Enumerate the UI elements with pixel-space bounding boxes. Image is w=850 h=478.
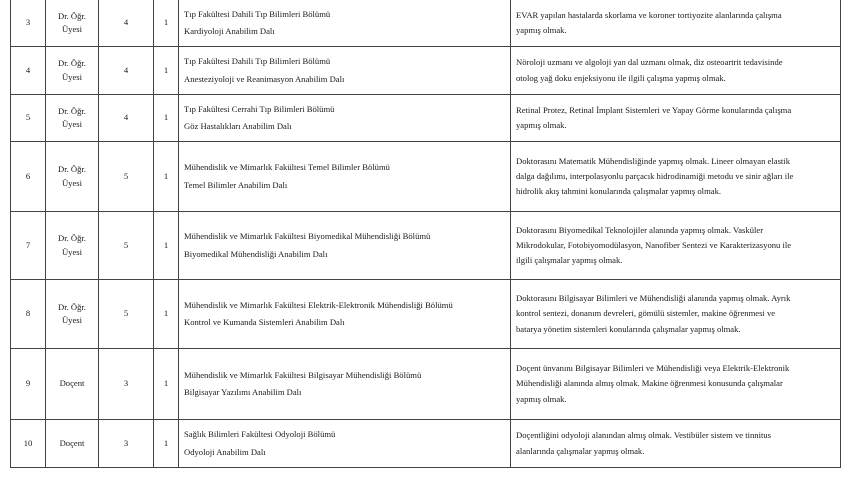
conditions xyxy=(511,280,841,349)
conditions-line: Mikrodokular, Fotobiyomodülasyon, Nanofiber Sentezi ve Karakterizasyonu ile xyxy=(516,239,792,250)
academic-title-line: Dr. Öğr. xyxy=(58,233,86,244)
department-line: Mühendislik ve Mimarlık Fakültesi Biyomedikal Mühendisliği Bölümü xyxy=(184,231,431,242)
academic-title-line: Doçent xyxy=(59,437,85,448)
row-number: 6 xyxy=(11,142,46,212)
table-row xyxy=(11,0,841,47)
conditions-line: otolog yağ doku enjeksiyonu ile ilgili çalışma yapmış olmak. xyxy=(516,72,726,83)
department xyxy=(179,212,511,280)
academic-title xyxy=(46,212,99,280)
conditions-line: ilgili çalışmalar yapmış olmak. xyxy=(516,255,623,266)
conditions-line: EVAR yapılan hastalarda skorlama ve koroner tortiyozite alanlarında çalışma xyxy=(516,9,782,20)
conditions xyxy=(511,0,841,47)
academic-title xyxy=(46,0,99,47)
title-level: 3 xyxy=(99,420,154,468)
conditions-line: dalga dağılımı, interpolasyonlu parçacık hidrodinamiği metodu ve sinir ağları ile xyxy=(516,170,794,181)
academic-title-line: Üyesi xyxy=(61,246,83,257)
row-number: 10 xyxy=(11,420,46,468)
conditions-line: alanlarında çalışmalar yapmış olmak. xyxy=(516,445,645,456)
conditions xyxy=(511,212,841,280)
academic-title-line: Üyesi xyxy=(61,119,83,129)
academic-title xyxy=(46,280,99,349)
conditions-line: batarya yönetim sistemleri konularında çalışmalar yapmış olmak. xyxy=(516,323,741,334)
academic-title xyxy=(46,95,99,142)
academic-title-line: Üyesi xyxy=(61,177,83,188)
department xyxy=(179,420,511,468)
row-number: 8 xyxy=(11,280,46,349)
row-number: 9 xyxy=(11,349,46,420)
conditions xyxy=(511,95,841,142)
conditions-line: Doçent ünvanını Bilgisayar Bilimleri ve Mühendisliği veya Elektrik-Elektronik xyxy=(516,363,790,374)
position-count: 1 xyxy=(154,349,179,420)
academic-title xyxy=(46,349,99,420)
position-count: 1 xyxy=(154,420,179,468)
position-count: 1 xyxy=(154,212,179,280)
conditions-line: Mühendisliği alanında almış olmak. Makine öğrenmesi konusunda çalışmalar xyxy=(516,378,783,389)
conditions-line: Doktorasını Biyomedikal Teknolojiler alanında yapmış olmak. Vasküler xyxy=(516,224,764,235)
conditions xyxy=(511,142,841,212)
department-line: Bilgisayar Yazılımı Anabilim Dalı xyxy=(184,387,302,397)
row-number: 5 xyxy=(11,95,46,142)
conditions-line: Retinal Protez, Retinal İmplant Sistemleri ve Yapay Görme konularında çalışma xyxy=(516,104,792,115)
academic-title-line: Dr. Öğr. xyxy=(58,58,86,69)
department xyxy=(179,349,511,420)
department-line: Tıp Fakültesi Dahili Tıp Bilimleri Bölümü xyxy=(184,56,331,67)
department-line: Anesteziyoloji ve Reanimasyon Anabilim Dalı xyxy=(184,73,345,84)
table-row xyxy=(11,142,841,212)
conditions-line: Doktorasını Bilgisayar Bilimleri ve Mühendisliği alanında yapmış olmak. Ayrık xyxy=(516,293,791,304)
department-line: Göz Hastalıkları Anabilim Dalı xyxy=(184,121,292,131)
department-line: Mühendislik ve Mimarlık Fakültesi Bilgisayar Mühendisliği Bölümü xyxy=(184,369,422,380)
title-level: 3 xyxy=(99,349,154,420)
table-row xyxy=(11,47,841,95)
title-level: 5 xyxy=(99,212,154,280)
table-row xyxy=(11,280,841,349)
row-number: 3 xyxy=(11,0,46,47)
academic-title xyxy=(46,47,99,95)
position-count: 1 xyxy=(154,47,179,95)
academic-title xyxy=(46,420,99,468)
row-number: 7 xyxy=(11,212,46,280)
department-line: Biyomedikal Mühendisliği Anabilim Dalı xyxy=(184,248,328,259)
department-line: Tıp Fakültesi Dahili Tıp Bilimleri Bölümü xyxy=(184,8,331,19)
conditions xyxy=(511,420,841,468)
academic-title-line: Dr. Öğr. xyxy=(58,301,86,312)
academic-title-line: Dr. Öğr. xyxy=(58,164,86,175)
position-count: 1 xyxy=(154,95,179,142)
department xyxy=(179,95,511,142)
department xyxy=(179,142,511,212)
academic-title-line: Üyesi xyxy=(61,24,83,34)
title-level: 5 xyxy=(99,142,154,212)
academic-title xyxy=(46,142,99,212)
department-line: Kardiyoloji Anabilim Dalı xyxy=(184,26,275,36)
department-line: Sağlık Bilimleri Fakültesi Odyoloji Bölümü xyxy=(184,429,336,440)
department xyxy=(179,280,511,349)
conditions-line: hidrolik akış tahmini konularında çalışmalar yapmış olmak. xyxy=(516,186,722,197)
conditions-line: kontrol sentezi, donanım devreleri, gömülü sistemler, makine öğrenmesi ve xyxy=(516,308,776,319)
academic-title-line: Doçent xyxy=(59,378,85,389)
table-row xyxy=(11,95,841,142)
title-level: 4 xyxy=(99,0,154,47)
department-line: Mühendislik ve Mimarlık Fakültesi Temel Bilimler Bölümü xyxy=(184,162,390,173)
conditions-line: yapmış olmak. xyxy=(516,393,567,404)
table-row xyxy=(11,349,841,420)
title-level: 4 xyxy=(99,47,154,95)
conditions-line: Doktorasını Matematik Mühendisliğinde yapmış olmak. Lineer olmayan elastik xyxy=(516,155,790,166)
table-row xyxy=(11,212,841,280)
conditions-line: Doçentliğini odyoloji alanından almış olmak. Vestibüler sistem ve tinnitus xyxy=(516,430,771,441)
academic-title-line: Dr. Öğr. xyxy=(58,105,86,116)
conditions xyxy=(511,47,841,95)
academic-title-line: Dr. Öğr. xyxy=(58,10,86,21)
position-count: 1 xyxy=(154,142,179,212)
conditions xyxy=(511,349,841,420)
department-line: Mühendislik ve Mimarlık Fakültesi Elektrik-Elektronik Mühendisliği Bölümü xyxy=(184,299,453,310)
academic-title-line: Üyesi xyxy=(61,315,83,325)
conditions-line: yapmış olmak. xyxy=(516,25,567,35)
department xyxy=(179,0,511,47)
position-count: 1 xyxy=(154,0,179,47)
department-line: Kontrol ve Kumanda Sistemleri Anabilim Dalı xyxy=(184,317,345,327)
department-line: Temel Bilimler Anabilim Dalı xyxy=(184,179,288,190)
conditions-line: Nöroloji uzmanı ve algoloji yan dal uzmanı olmak, diz osteoartrit tedavisinde xyxy=(516,57,783,68)
title-level: 5 xyxy=(99,280,154,349)
positions-table xyxy=(10,0,841,468)
department-line: Odyoloji Anabilim Dalı xyxy=(184,446,266,457)
table-row xyxy=(11,420,841,468)
title-level: 4 xyxy=(99,95,154,142)
position-count: 1 xyxy=(154,280,179,349)
academic-title-line: Üyesi xyxy=(61,71,83,82)
conditions-line: yapmış olmak. xyxy=(516,120,567,130)
row-number: 4 xyxy=(11,47,46,95)
department-line: Tıp Fakültesi Cerrahi Tıp Bilimleri Bölümü xyxy=(184,103,335,114)
department xyxy=(179,47,511,95)
